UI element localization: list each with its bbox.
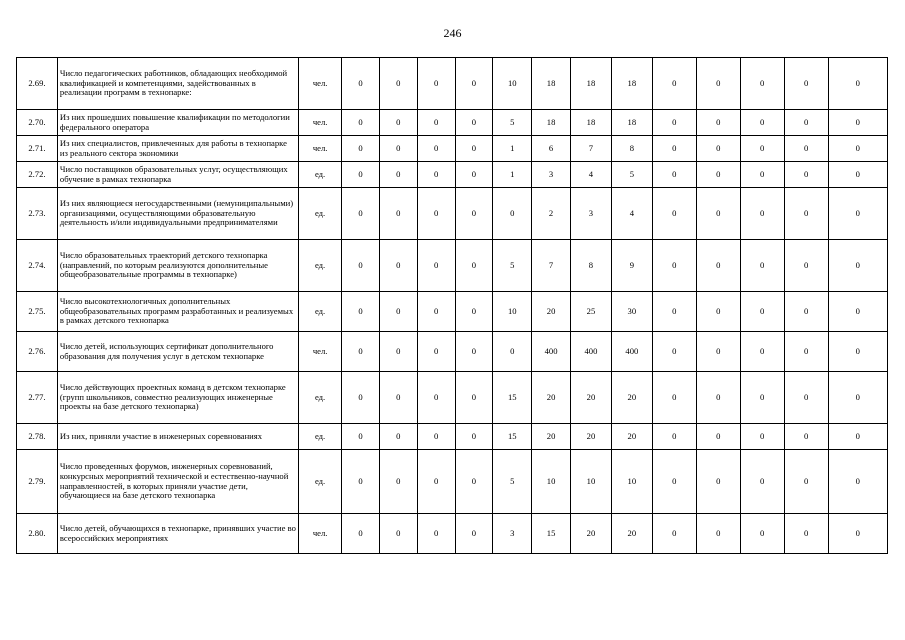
row-value: 9 (611, 240, 652, 292)
row-index: 2.70. (17, 110, 58, 136)
row-value: 0 (379, 58, 417, 110)
row-description: Число проведенных форумов, инженерных соревнований, конкурсных мероприятий технической и естественно-научной направленностей, в которых приняли участие дети, обучающиеся на базе детского технопарка (57, 450, 298, 514)
row-value: 4 (571, 162, 612, 188)
row-value: 0 (455, 372, 493, 424)
row-value: 0 (379, 240, 417, 292)
row-description: Число детей, использующих сертификат дополнительного образования для получения услуг в детском технопарке (57, 332, 298, 372)
row-value: 0 (828, 450, 887, 514)
row-unit: чел. (299, 136, 342, 162)
row-index: 2.76. (17, 332, 58, 372)
row-value: 10 (532, 450, 571, 514)
row-value: 0 (740, 162, 784, 188)
row-value: 0 (740, 372, 784, 424)
row-value: 7 (532, 240, 571, 292)
page-number: 246 (443, 26, 462, 40)
row-value: 0 (379, 162, 417, 188)
row-value: 0 (784, 110, 828, 136)
row-value: 0 (342, 332, 380, 372)
row-description: Число педагогических работников, обладающих необходимой квалификацией и компетенциями, задействованных в реализации программ в технопарке: (57, 58, 298, 110)
row-value: 20 (532, 372, 571, 424)
row-value: 0 (379, 450, 417, 514)
row-description: Число высокотехнологичных дополнительных общеобразовательных программ разработанных и реализуемых в рамках детского технопарка (57, 292, 298, 332)
row-value: 6 (532, 136, 571, 162)
row-unit: ед. (299, 424, 342, 450)
row-value: 18 (571, 110, 612, 136)
row-value: 400 (571, 332, 612, 372)
row-value: 3 (532, 162, 571, 188)
row-value: 0 (342, 58, 380, 110)
row-value: 0 (417, 162, 455, 188)
row-value: 2 (532, 188, 571, 240)
row-value: 0 (455, 110, 493, 136)
row-value: 15 (532, 514, 571, 554)
row-value: 10 (493, 292, 532, 332)
row-value: 0 (740, 136, 784, 162)
row-value: 0 (652, 372, 696, 424)
row-unit: чел. (299, 110, 342, 136)
row-value: 0 (379, 424, 417, 450)
row-value: 5 (611, 162, 652, 188)
row-value: 18 (611, 110, 652, 136)
row-value: 20 (611, 424, 652, 450)
row-value: 0 (740, 450, 784, 514)
row-value: 0 (455, 162, 493, 188)
row-value: 0 (342, 372, 380, 424)
row-value: 0 (493, 188, 532, 240)
row-value: 0 (696, 162, 740, 188)
row-value: 18 (532, 110, 571, 136)
row-value: 0 (696, 372, 740, 424)
row-value: 10 (571, 450, 612, 514)
row-value: 0 (652, 332, 696, 372)
row-value: 0 (493, 332, 532, 372)
row-value: 0 (455, 332, 493, 372)
row-value: 0 (455, 240, 493, 292)
row-value: 0 (455, 136, 493, 162)
row-value: 4 (611, 188, 652, 240)
table-row (17, 58, 888, 110)
row-value: 0 (342, 110, 380, 136)
row-value: 400 (611, 332, 652, 372)
row-value: 0 (342, 240, 380, 292)
row-index: 2.71. (17, 136, 58, 162)
row-value: 0 (455, 424, 493, 450)
row-description: Из них, приняли участие в инженерных соревнованиях (57, 424, 298, 450)
row-value: 0 (696, 136, 740, 162)
table-row (17, 162, 888, 188)
row-value: 0 (828, 110, 887, 136)
row-value: 0 (784, 188, 828, 240)
table-row (17, 424, 888, 450)
row-value: 0 (342, 424, 380, 450)
row-value: 30 (611, 292, 652, 332)
row-value: 0 (379, 514, 417, 554)
row-value: 0 (828, 424, 887, 450)
row-value: 0 (652, 58, 696, 110)
row-value: 0 (696, 292, 740, 332)
row-value: 0 (828, 58, 887, 110)
row-index: 2.77. (17, 372, 58, 424)
row-value: 0 (379, 188, 417, 240)
row-value: 8 (571, 240, 612, 292)
row-value: 0 (342, 450, 380, 514)
row-value: 20 (571, 514, 612, 554)
row-value: 0 (652, 450, 696, 514)
row-value: 7 (571, 136, 612, 162)
row-value: 0 (740, 58, 784, 110)
row-value: 5 (493, 110, 532, 136)
row-value: 0 (342, 136, 380, 162)
row-value: 0 (828, 514, 887, 554)
row-value: 20 (571, 372, 612, 424)
row-value: 0 (696, 450, 740, 514)
row-value: 10 (493, 58, 532, 110)
row-value: 0 (784, 514, 828, 554)
row-value: 0 (455, 58, 493, 110)
row-value: 1 (493, 136, 532, 162)
row-unit: чел. (299, 514, 342, 554)
row-value: 8 (611, 136, 652, 162)
row-unit: чел. (299, 332, 342, 372)
row-value: 0 (740, 240, 784, 292)
row-value: 0 (652, 110, 696, 136)
row-value: 0 (740, 514, 784, 554)
table-row (17, 110, 888, 136)
row-value: 5 (493, 450, 532, 514)
table-row (17, 136, 888, 162)
indicators-table (16, 57, 888, 554)
row-unit: чел. (299, 58, 342, 110)
row-value: 0 (740, 110, 784, 136)
row-value: 0 (696, 188, 740, 240)
row-value: 0 (740, 292, 784, 332)
row-index: 2.72. (17, 162, 58, 188)
row-value: 0 (417, 292, 455, 332)
row-value: 0 (784, 372, 828, 424)
row-unit: ед. (299, 292, 342, 332)
row-value: 15 (493, 372, 532, 424)
row-unit: ед. (299, 372, 342, 424)
row-value: 0 (828, 372, 887, 424)
row-value: 5 (493, 240, 532, 292)
row-value: 0 (379, 136, 417, 162)
row-index: 2.74. (17, 240, 58, 292)
row-index: 2.69. (17, 58, 58, 110)
row-value: 0 (740, 424, 784, 450)
table-row (17, 240, 888, 292)
table-row (17, 372, 888, 424)
row-description: Число образовательных траекторий детского технопарка (направлений, по которым реализуются дополнительные общеобразовательные программы в технопарке) (57, 240, 298, 292)
table-row (17, 514, 888, 554)
row-value: 20 (571, 424, 612, 450)
row-value: 0 (784, 136, 828, 162)
row-value: 0 (740, 188, 784, 240)
table-row (17, 292, 888, 332)
row-value: 0 (342, 188, 380, 240)
row-value: 0 (828, 332, 887, 372)
row-value: 0 (417, 372, 455, 424)
row-value: 0 (342, 514, 380, 554)
row-value: 20 (611, 372, 652, 424)
row-value: 0 (696, 58, 740, 110)
row-value: 20 (532, 424, 571, 450)
row-value: 0 (417, 450, 455, 514)
row-value: 18 (571, 58, 612, 110)
row-value: 0 (696, 514, 740, 554)
row-value: 0 (784, 292, 828, 332)
row-description: Из них прошедших повышение квалификации по методологии федерального оператора (57, 110, 298, 136)
row-value: 0 (784, 162, 828, 188)
row-value: 0 (379, 110, 417, 136)
row-value: 0 (342, 162, 380, 188)
row-value: 0 (417, 424, 455, 450)
row-value: 0 (379, 292, 417, 332)
row-value: 0 (828, 188, 887, 240)
row-index: 2.73. (17, 188, 58, 240)
row-value: 3 (493, 514, 532, 554)
row-value: 0 (379, 372, 417, 424)
row-value: 0 (828, 162, 887, 188)
row-value: 0 (696, 110, 740, 136)
row-index: 2.80. (17, 514, 58, 554)
row-value: 0 (696, 332, 740, 372)
row-value: 0 (455, 450, 493, 514)
row-unit: ед. (299, 188, 342, 240)
row-value: 0 (740, 332, 784, 372)
row-value: 0 (784, 332, 828, 372)
row-value: 0 (417, 514, 455, 554)
row-value: 0 (828, 292, 887, 332)
row-value: 0 (784, 240, 828, 292)
row-value: 0 (696, 424, 740, 450)
row-value: 1 (493, 162, 532, 188)
row-description: Из них являющиеся негосударственными (немуниципальными) организациями, осуществляющими образовательную деятельность и/или индивидуальными предпринимателями (57, 188, 298, 240)
row-value: 0 (784, 58, 828, 110)
table-row (17, 188, 888, 240)
row-value: 0 (455, 188, 493, 240)
row-value: 400 (532, 332, 571, 372)
row-description: Число действующих проектных команд в детском технопарке (групп школьников, совместно реализующих инженерные проекты на базе детского технопарка) (57, 372, 298, 424)
row-value: 18 (532, 58, 571, 110)
row-value: 0 (652, 188, 696, 240)
row-value: 0 (417, 58, 455, 110)
row-value: 0 (417, 240, 455, 292)
row-value: 0 (828, 240, 887, 292)
row-value: 0 (417, 188, 455, 240)
row-value: 0 (828, 136, 887, 162)
row-value: 0 (652, 514, 696, 554)
row-value: 0 (455, 514, 493, 554)
table-row (17, 332, 888, 372)
row-description: Число поставщиков образовательных услуг, осуществляющих обучение в рамках технопарка (57, 162, 298, 188)
row-value: 0 (652, 240, 696, 292)
row-value: 0 (652, 292, 696, 332)
row-value: 25 (571, 292, 612, 332)
row-value: 0 (784, 424, 828, 450)
row-index: 2.79. (17, 450, 58, 514)
row-value: 0 (652, 162, 696, 188)
row-value: 0 (652, 424, 696, 450)
row-unit: ед. (299, 450, 342, 514)
row-value: 20 (532, 292, 571, 332)
row-description: Из них специалистов, привлеченных для работы в технопарке из реального сектора экономики (57, 136, 298, 162)
row-description: Число детей, обучающихся в технопарке, принявших участие во всероссийских мероприятиях (57, 514, 298, 554)
row-value: 18 (611, 58, 652, 110)
row-value: 0 (379, 332, 417, 372)
row-value: 0 (455, 292, 493, 332)
row-value: 3 (571, 188, 612, 240)
row-value: 0 (342, 292, 380, 332)
row-value: 0 (417, 110, 455, 136)
row-value: 20 (611, 514, 652, 554)
row-index: 2.75. (17, 292, 58, 332)
row-value: 15 (493, 424, 532, 450)
row-index: 2.78. (17, 424, 58, 450)
row-value: 0 (784, 450, 828, 514)
row-unit: ед. (299, 240, 342, 292)
row-value: 10 (611, 450, 652, 514)
row-value: 0 (652, 136, 696, 162)
row-value: 0 (417, 332, 455, 372)
table-row (17, 450, 888, 514)
row-value: 0 (696, 240, 740, 292)
row-value: 0 (417, 136, 455, 162)
row-unit: ед. (299, 162, 342, 188)
